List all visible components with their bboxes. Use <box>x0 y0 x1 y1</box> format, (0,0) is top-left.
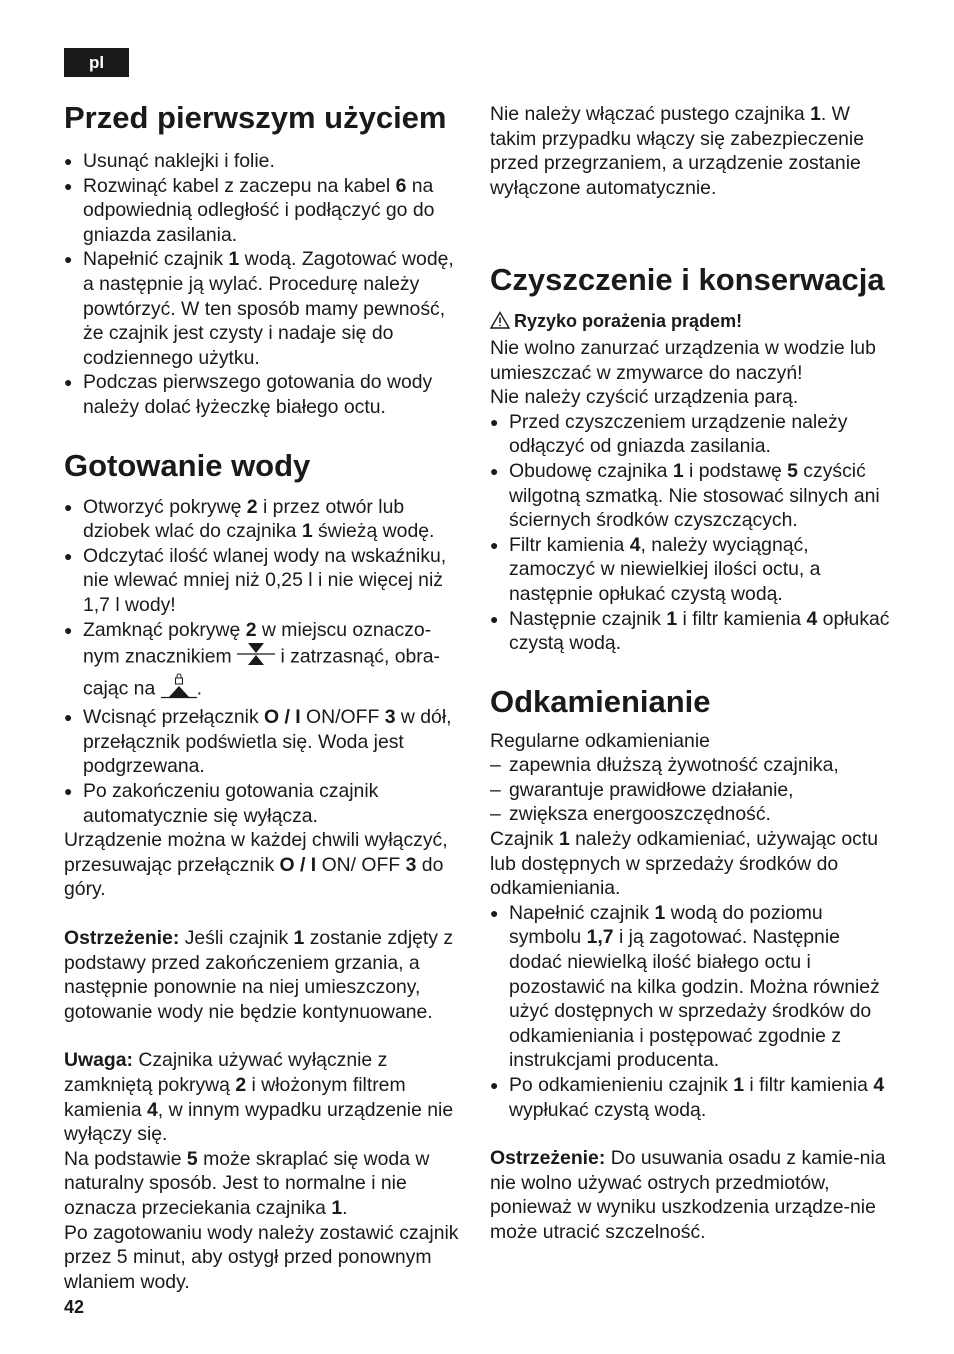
lid-alignment-marker-icon <box>237 642 275 673</box>
note-paragraph: Uwaga: Czajnika używać wyłącznie z zamkniętą pokrywą 2 i włożonym filtrem kamienia 4, w innym wypadku urządzenie nie wyłączy się. <box>64 1049 454 1146</box>
cleaning-list <box>490 410 895 656</box>
left-column <box>64 100 464 1294</box>
list-item: ● Następnie czajnik 1 i filtr kamienia 4 opłukać czystą wodą. <box>490 607 895 656</box>
list-item: ● Przed czyszczeniem urządzenie należy odłączyć od gniazda zasilania. <box>490 410 895 459</box>
descaling-paragraph: Czajnik 1 należy odkamieniać, używając octu lub dostępnych w sprzedaży środków do odkamieniania. <box>490 828 879 900</box>
list-item: ● Podczas pierwszego gotowania do wody należy dolać łyżeczkę białego octu. <box>64 370 464 419</box>
section-title-descaling: Odkamienianie <box>490 683 711 719</box>
section-title-cleaning: Czyszczenie i konserwacja <box>490 262 885 298</box>
descaling-warning: Ostrzeżenie: Do usuwania osadu z kamie-nia nie wolno używać ostrych przedmiotów, ponieważ w wyniku uszkodzenia urządze-nie może utracić szczelność. <box>490 1147 886 1243</box>
list-item: ● Napełnić czajnik 1 wodą do poziomu symbolu 1,7 i ją zagotować. Następnie dodać niewielką ilość białego octu i pozostawić na kilka godzin. Można również użyć dostępnych w sprzedaży środków do odkamieniania i postępować zgodnie z instrukcjami producenta. <box>490 901 895 1073</box>
list-item: ● Usunąć naklejki i folie. <box>64 149 464 174</box>
descaling-list <box>490 901 895 1122</box>
language-badge: pl <box>64 48 129 77</box>
condensation-paragraph: Na podstawie 5 może skraplać się woda w naturalny sposób. Jest to normalne i nie oznacza przeciekania czajnika 1. <box>64 1147 430 1219</box>
list-item: ● Filtr kamienia 4, należy wyciągnąć, zamoczyć w niewielkiej ilości octu, a następnie opłukać czystą wodą. <box>490 533 895 607</box>
list-item: ● Napełnić czajnik 1 wodą. Zagotować wodę, a następnie ją wylać. Procedurę należy powtórzyć. W ten sposób mamy pewność, że czajnik jest czysty i nadaje się do codziennego użytku. <box>64 247 464 370</box>
list-item: – gwarantuje prawidłowe działanie, <box>490 778 895 803</box>
lock-marker-icon <box>161 673 197 706</box>
no-steam-text: Nie należy czyścić urządzenia parą. <box>490 386 799 409</box>
list-item: – zwiększa energooszczędność. <box>490 802 895 827</box>
right-column <box>490 102 895 1245</box>
shock-warning-heading: Ryzyko porażenia prądem! <box>490 309 895 336</box>
warning-triangle-icon <box>490 311 510 336</box>
list-item: ● Obudowę czajnika 1 i podstawę 5 czyścić wilgotną szmatką. Nie stosować silnych ani ściernych środków czyszczących. <box>490 459 895 533</box>
section-title-first-use: Przed pierwszym użyciem <box>64 100 447 135</box>
first-use-list <box>64 149 464 420</box>
page-number: 42 <box>64 1297 85 1317</box>
list-item: ● Po odkamienieniu czajnik 1 i filtr kamienia 4 wypłukać czystą wodą. <box>490 1073 895 1122</box>
list-item: ● Otworzyć pokrywę 2 i przez otwór lub dziobek wlać do czajnika 1 świeżą wodę. <box>64 495 464 544</box>
list-item: – zapewnia dłuższą żywotność czajnika, <box>490 753 895 778</box>
cooldown-paragraph: Po zagotowaniu wody należy zostawić czajnik przez 5 minut, aby ostygł przed ponownym wlaniem wody. <box>64 1221 459 1293</box>
descaling-benefits <box>490 753 895 827</box>
list-item: ● Wcisnąć przełącznik O / I ON/OFF 3 w dół, przełącznik podświetla się. Woda jest podgrzewana. <box>64 705 464 779</box>
empty-kettle-paragraph: Nie należy włączać pustego czajnika 1. W takim przypadku włączy się zabezpieczenie przed przegrzaniem, a urządzenie zostanie wyłączone automatycznie. <box>490 103 864 199</box>
list-item: ● Po zakończeniu gotowania czajnik automatycznie się wyłącza. <box>64 779 464 828</box>
descaling-intro: Regularne odkamienianie <box>490 729 710 752</box>
no-immersion-text: Nie wolno zanurzać urządzenia w wodzie lub umieszczać w zmywarce do naczyń! <box>490 336 876 384</box>
boiling-list <box>64 495 464 829</box>
warning-paragraph: Ostrzeżenie: Jeśli czajnik 1 zostanie zdjęty z podstawy przed zakończeniem grzania, a następnie ponownie na niej umieszczony, gotowanie wody nie będzie kontynuowane. <box>64 927 454 1023</box>
section-title-boiling: Gotowanie wody <box>64 447 311 483</box>
paragraph-switch-off: Urządzenie można w każdej chwili wyłączyć, przesuwając przełącznik O / I ON/ OFF 3 do góry. <box>64 829 448 901</box>
list-item: ● Odczytać ilość wlanej wody na wskaźniku, nie wlewać mniej niż 0,25 l i nie więcej niż 1,7 l wody! <box>64 544 464 618</box>
list-item: ● Rozwinąć kabel z zaczepu na kabel 6 na odpowiednią odległość i podłączyć go do gniazda zasilania. <box>64 174 464 248</box>
list-item: ● Zamknąć pokrywę 2 w miejscu oznaczo-nym znacznikiem i zatrzasnąć, obra-cając na . <box>64 618 464 706</box>
